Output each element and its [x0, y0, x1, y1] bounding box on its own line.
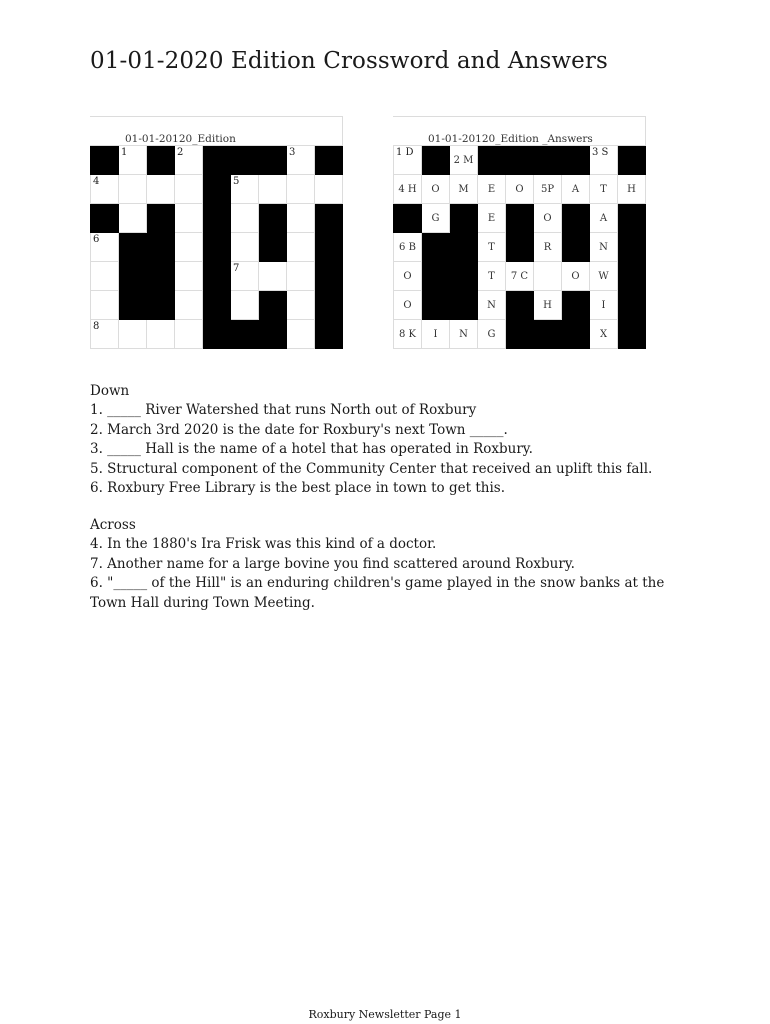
- grid-row: [91, 262, 343, 291]
- puzzle-cell[interactable]: [287, 262, 315, 291]
- black-cell: [450, 291, 478, 320]
- black-cell: [259, 204, 287, 233]
- answer-letter: T: [488, 270, 495, 282]
- puzzle-cell[interactable]: [259, 175, 287, 204]
- down-clues: [90, 382, 690, 498]
- puzzle-cell[interactable]: [119, 320, 147, 349]
- answer-letter: A: [599, 212, 608, 224]
- black-cell: [91, 204, 119, 233]
- answer-letter: E: [487, 212, 496, 224]
- puzzle-cell[interactable]: [287, 146, 315, 175]
- page-footer: Roxbury Newsletter Page 1: [308, 1008, 462, 1021]
- answer-cell: [478, 320, 506, 349]
- grid-header-label: 01-01-20120_Edition: [125, 133, 236, 145]
- black-cell: [562, 204, 590, 233]
- answer-cell: [394, 320, 422, 349]
- down-clue: 1. _____ River Watershed that runs North out of Roxbury: [90, 402, 477, 419]
- answer-cell: [450, 320, 478, 349]
- black-cell: [315, 204, 343, 233]
- down-clue: 5. Structural component of the Community Center that received an uplift this fall.: [90, 460, 653, 477]
- answer-letter: 7 C: [510, 270, 529, 282]
- answer-letter: H: [627, 183, 636, 195]
- black-cell: [91, 146, 119, 175]
- puzzle-cell[interactable]: [259, 262, 287, 291]
- puzzle-cell[interactable]: [287, 233, 315, 262]
- puzzle-cell[interactable]: [231, 262, 259, 291]
- answer-cell: [562, 262, 590, 291]
- black-cell: [203, 175, 231, 204]
- black-cell: [618, 204, 646, 233]
- grid-row: [394, 233, 646, 262]
- answer-cell: [590, 291, 618, 320]
- grid-row: [91, 233, 343, 262]
- answer-cell: [422, 175, 450, 204]
- grid-row: [394, 262, 646, 291]
- black-cell: [618, 233, 646, 262]
- answer-cell: [450, 175, 478, 204]
- puzzle-cell[interactable]: [147, 320, 175, 349]
- answer-cell: [590, 233, 618, 262]
- black-cell: [422, 146, 450, 175]
- black-cell: [315, 291, 343, 320]
- black-cell: [231, 146, 259, 175]
- answer-cell: [394, 146, 422, 175]
- puzzle-cell[interactable]: [315, 175, 343, 204]
- answer-letter: R: [543, 241, 552, 253]
- down-clue: 6. Roxbury Free Library is the best place in town to get this.: [90, 480, 505, 497]
- answer-cell: [534, 291, 562, 320]
- answer-cell: [618, 175, 646, 204]
- black-cell: [203, 320, 231, 349]
- grid-row: [394, 146, 646, 175]
- answer-cell: [394, 291, 422, 320]
- grid-row: [91, 320, 343, 349]
- answer-cell: [394, 262, 422, 291]
- answer-cell: [478, 175, 506, 204]
- puzzle-cell[interactable]: [231, 291, 259, 320]
- grid-header-cell: [147, 117, 175, 146]
- grid-header-cell: [562, 117, 590, 146]
- black-cell: [147, 233, 175, 262]
- answer-cell: [422, 204, 450, 233]
- puzzle-cell[interactable]: [287, 204, 315, 233]
- black-cell: [119, 233, 147, 262]
- answer-letter: O: [571, 270, 580, 282]
- answer-cell: [590, 146, 618, 175]
- grid-row: [394, 175, 646, 204]
- answer-cell: [506, 262, 534, 291]
- black-cell: [119, 262, 147, 291]
- answer-cell: [394, 233, 422, 262]
- black-cell: [259, 320, 287, 349]
- grid-row: [394, 204, 646, 233]
- clue-number: 7: [233, 263, 240, 274]
- across-clue: 6. "_____ of the Hill" is an enduring children's game played in the snow banks at the Town Hall during Town Meeting.: [90, 575, 665, 611]
- answer-letter: E: [487, 183, 496, 195]
- black-cell: [422, 262, 450, 291]
- down-clue: 2. March 3rd 2020 is the date for Roxbury's next Town _____.: [90, 421, 508, 438]
- answer-cell: [534, 175, 562, 204]
- puzzle-cell[interactable]: [119, 204, 147, 233]
- answer-cell: [534, 204, 562, 233]
- grid-header-cell: [590, 117, 618, 146]
- black-cell: [203, 262, 231, 291]
- answer-cell: [478, 204, 506, 233]
- black-cell: [147, 262, 175, 291]
- grid-row: [394, 320, 646, 349]
- answer-cell: [590, 262, 618, 291]
- puzzle-cell[interactable]: [175, 291, 203, 320]
- answer-letter: A: [571, 183, 580, 195]
- answer-letter: N: [599, 241, 608, 253]
- clue-number: 3: [289, 147, 296, 158]
- answer-cell: [590, 204, 618, 233]
- answer-letter: X: [599, 328, 608, 340]
- grid-header-cell: [119, 117, 147, 146]
- answer-letter: G: [431, 212, 440, 224]
- answer-cell: [562, 175, 590, 204]
- puzzle-cell[interactable]: [175, 146, 203, 175]
- black-cell: [315, 262, 343, 291]
- black-cell: [203, 233, 231, 262]
- puzzle-table: [90, 116, 343, 349]
- grid-header-cell: [315, 117, 343, 146]
- answer-letter: N: [487, 299, 496, 311]
- black-cell: [450, 262, 478, 291]
- answer-cell: [450, 146, 478, 175]
- answer-cell: [478, 233, 506, 262]
- puzzle-cell[interactable]: [175, 204, 203, 233]
- puzzle-cell[interactable]: [231, 175, 259, 204]
- black-cell: [534, 146, 562, 175]
- black-cell: [231, 320, 259, 349]
- black-cell: [422, 233, 450, 262]
- puzzle-cell[interactable]: [175, 320, 203, 349]
- black-cell: [562, 291, 590, 320]
- down-heading: Down: [90, 383, 130, 399]
- answer-cell: [478, 291, 506, 320]
- across-clue: 7. Another name for a large bovine you find scattered around Roxbury.: [90, 555, 575, 572]
- grid-row: [91, 204, 343, 233]
- clue-number: 5: [233, 176, 240, 187]
- black-cell: [450, 204, 478, 233]
- grid-header-cell: [287, 117, 315, 146]
- puzzle-cell[interactable]: [231, 204, 259, 233]
- answer-cell: [534, 233, 562, 262]
- black-cell: [119, 291, 147, 320]
- grid-header-cell: [259, 117, 287, 146]
- grid-header-cell: [231, 117, 259, 146]
- puzzle-cell[interactable]: [287, 320, 315, 349]
- answer-letter: 6 B: [399, 241, 416, 253]
- grid-row: [91, 175, 343, 204]
- black-cell: [315, 146, 343, 175]
- black-cell: [506, 291, 534, 320]
- crossword-puzzle-grid: [90, 116, 343, 349]
- black-cell: [618, 262, 646, 291]
- grid-header-cell: [506, 117, 534, 146]
- clue-number: 2: [177, 147, 184, 158]
- black-cell: [506, 233, 534, 262]
- answer-letter: O: [403, 270, 412, 282]
- black-cell: [315, 320, 343, 349]
- grid-header-cell: [91, 117, 236, 146]
- clue-number: 4: [93, 176, 100, 187]
- answer-letter: G: [487, 328, 496, 340]
- black-cell: [147, 146, 175, 175]
- black-cell: [315, 233, 343, 262]
- answer-cell: [534, 262, 562, 291]
- answer-letter: N: [459, 328, 468, 340]
- black-cell: [562, 320, 590, 349]
- answer-letter: M: [458, 183, 469, 195]
- puzzle-cell[interactable]: [231, 233, 259, 262]
- clue-number: 1: [121, 147, 128, 158]
- answer-cell: [506, 175, 534, 204]
- answer-cell: [590, 320, 618, 349]
- grid-header-label: 01-01-20120_Edition _Answers: [428, 133, 593, 145]
- answer-cell: [478, 262, 506, 291]
- answer-letter: O: [403, 299, 412, 311]
- puzzle-cell[interactable]: [175, 233, 203, 262]
- grid-header-cell: [534, 117, 562, 146]
- answer-letter: T: [600, 183, 607, 195]
- black-cell: [534, 320, 562, 349]
- puzzle-cell[interactable]: [175, 262, 203, 291]
- black-cell: [259, 233, 287, 262]
- grid-header-row: [91, 117, 343, 146]
- answer-letter: I: [433, 328, 438, 340]
- puzzle-cell[interactable]: [91, 175, 119, 204]
- answer-letter: I: [601, 299, 606, 311]
- black-cell: [478, 146, 506, 175]
- puzzle-cell[interactable]: [287, 175, 315, 204]
- crossword-answers-grid: [393, 116, 646, 349]
- black-cell: [147, 204, 175, 233]
- across-heading: Across: [90, 517, 136, 533]
- black-cell: [562, 233, 590, 262]
- answer-letter: O: [543, 212, 552, 224]
- grid-row: [91, 146, 343, 175]
- grid-header-cell: [478, 117, 506, 146]
- black-cell: [203, 146, 231, 175]
- puzzle-cell[interactable]: [147, 175, 175, 204]
- puzzle-cell[interactable]: [119, 175, 147, 204]
- answer-letter: 1 D: [396, 147, 414, 158]
- answer-letter: O: [515, 183, 524, 195]
- black-cell: [618, 320, 646, 349]
- black-cell: [562, 146, 590, 175]
- grid-header-cell: [175, 117, 203, 146]
- answer-cell: [590, 175, 618, 204]
- puzzle-cell[interactable]: [91, 291, 119, 320]
- answer-letter: 4 H: [398, 183, 417, 195]
- black-cell: [618, 291, 646, 320]
- black-cell: [422, 291, 450, 320]
- black-cell: [506, 146, 534, 175]
- puzzle-cell[interactable]: [119, 146, 147, 175]
- answer-cell: [394, 175, 422, 204]
- clue-number: 8: [93, 321, 100, 332]
- answers-table: [393, 116, 646, 349]
- answer-letter: H: [543, 299, 552, 311]
- black-cell: [203, 204, 231, 233]
- answer-letter: T: [488, 241, 495, 253]
- puzzle-cell[interactable]: [91, 262, 119, 291]
- answer-letter: 3 S: [592, 147, 609, 158]
- puzzle-cell[interactable]: [91, 233, 119, 262]
- black-cell: [259, 291, 287, 320]
- answer-letter: O: [431, 183, 440, 195]
- answer-letter: 8 K: [398, 328, 416, 340]
- grid-header-cell: [203, 117, 231, 146]
- black-cell: [506, 320, 534, 349]
- black-cell: [618, 146, 646, 175]
- answer-letter: W: [598, 270, 609, 282]
- clue-number: 6: [93, 234, 100, 245]
- answer-letter: 2 M: [453, 154, 474, 166]
- grid-row: [394, 291, 646, 320]
- black-cell: [259, 146, 287, 175]
- puzzle-cell[interactable]: [91, 320, 119, 349]
- answer-cell: [422, 320, 450, 349]
- puzzle-cell[interactable]: [287, 291, 315, 320]
- puzzle-cell[interactable]: [175, 175, 203, 204]
- grid-header-row: [394, 117, 646, 146]
- grid-header-cell: [394, 117, 593, 146]
- page-title: 01-01-2020 Edition Crossword and Answers: [90, 48, 608, 74]
- black-cell: [147, 291, 175, 320]
- grid-header-cell: [618, 117, 646, 146]
- grid-header-cell: [422, 117, 450, 146]
- black-cell: [203, 291, 231, 320]
- down-clue: 3. _____ Hall is the name of a hotel that has operated in Roxbury.: [90, 441, 533, 458]
- grid-header-cell: [450, 117, 478, 146]
- answer-letter: 5P: [540, 183, 555, 195]
- across-clues: [90, 516, 690, 613]
- black-cell: [450, 233, 478, 262]
- grid-row: [91, 291, 343, 320]
- across-clue: 4. In the 1880's Ira Frisk was this kind of a doctor.: [90, 536, 437, 553]
- black-cell: [394, 204, 422, 233]
- black-cell: [506, 204, 534, 233]
